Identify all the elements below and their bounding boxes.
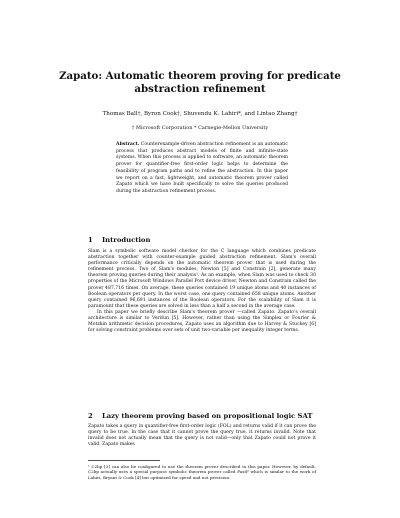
paper-title: Zapato: Automatic theorem proving for predicate abstraction refinement <box>59 70 341 95</box>
section-1-number: 1 <box>88 236 93 244</box>
section-2-paragraph-1: Zapato takes a query in quantifier-free first-order logic (FOL) and returns valid if it can prove the query to be true. In the case that it cannot prove the query true, it returns invalid. Note that invalid does not actually mean that the query is not valid—only that Zapato could not prove it valid. Zapato makes <box>88 424 316 448</box>
footnote: ¹ C2bp [3] can also be configured to use the theorem prover described in this paper. However, by default, C2bp actually uses a special purpose symbolic theorem prover called FastF which is similar to the work of Lahiri, Bryant & Cook [4] but optimized for speed and not precision. <box>88 464 316 480</box>
abstract <box>116 142 288 196</box>
section-2-heading <box>88 412 312 421</box>
abstract-label: Abstract. <box>116 142 140 147</box>
author-list: Thomas Ball†, Byron Cook†, Shuvendu K. Lahiri*, and Lintao Zhang† <box>102 111 298 117</box>
section-1-paragraph-1: Slam is a symbolic software model checker for the C language which combines predicate abstraction together with counter-example guided abstraction refinement. Slam's overall performance critically depends on the automatic theorem prover that is used during the refinement process. Two of Slam's modules, Newton [5] and Constrain [2], generate many theorem proving queries during their analysis¹. As an example, when Slam was used to check 30 properties of the Microsoft Windows Parallel Port device driver, Newton and Constrain called the prover 487,716 times. On average, these queries contained 19 unique atoms and 40 instances of Boolean operators per query. In the worst case, one query contained 658 unique atoms. Another query contained 96,691 instances of the Boolean operators. For the scalability of Slam it is paramount that these queries are solved in less than a half a second in the average case. <box>88 249 316 309</box>
section-2-number: 2 <box>88 412 93 420</box>
section-1-body <box>88 249 316 334</box>
section-1-heading <box>88 236 150 245</box>
section-2-title: Lazy theorem proving based on propositional logic SAT <box>102 412 313 420</box>
section-1-title: Introduction <box>102 236 151 244</box>
section-2-body <box>88 424 316 448</box>
section-1-paragraph-2: In this paper we briefly describe Slam's theorem prover —called Zapato. Zapato's overall architecture is similar to Verifun [5]. However, rather than using the Simplex or Fourier & Motzkin arithmetic decision procedures, Zapato uses an algorithm due to Harvey & Stuckey [6] for solving constraint problems over sets of unit two-variable per inequality integer terms. <box>88 309 316 334</box>
footnote-rule <box>88 460 160 461</box>
abstract-text: Counterexample-driven abstraction refinement is an automatic process that produces abstract models of finite and infinite-state systems. When this process is applied to software, an automatic theorem prover for quantifier-free first-order logic helps to determine the feasibility of program paths and to refine the abstraction. In this paper we report on a fast, lightweight, and automatic theorem prover called Zapato which we have built specifically to solve the queries produced during the abstraction refinement process. <box>116 142 288 194</box>
affiliations: † Microsoft Corporation * Carnegie-Mellon University <box>131 125 269 131</box>
